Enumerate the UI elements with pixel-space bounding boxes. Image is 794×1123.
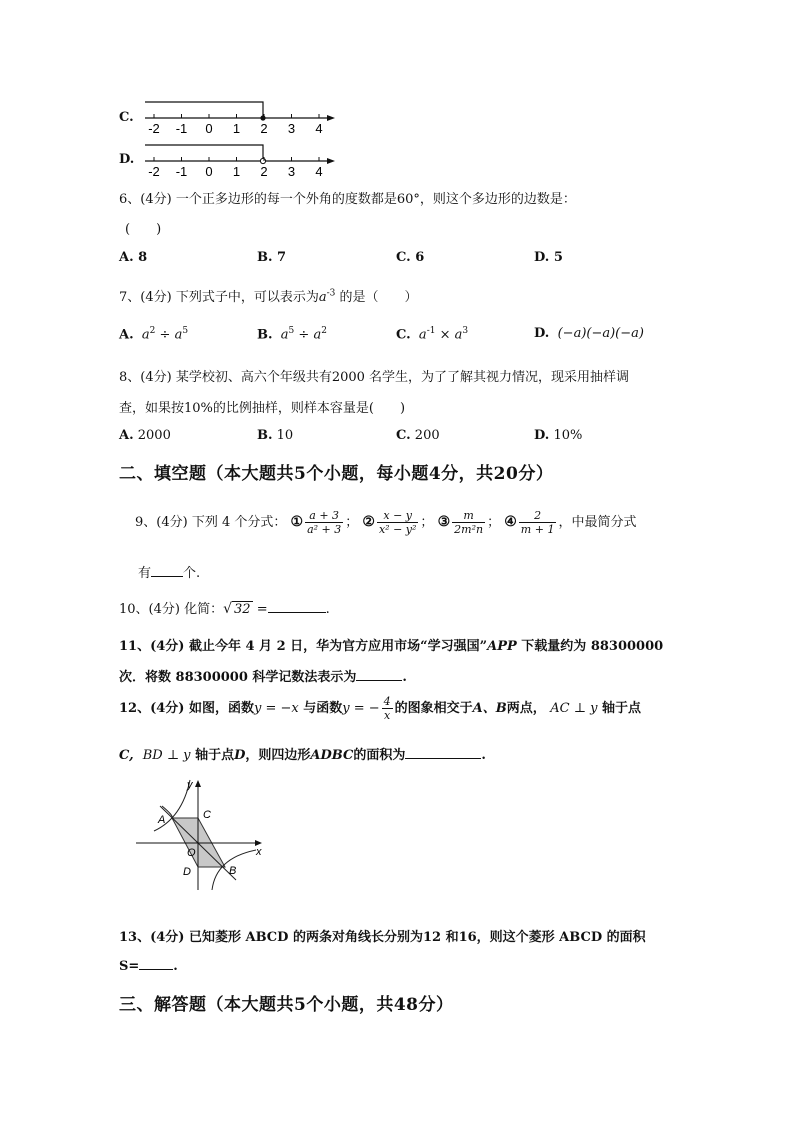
q9-answer-blank[interactable]	[151, 564, 183, 577]
q12-answer-blank[interactable]	[405, 746, 481, 759]
q6-paren: ( )	[125, 222, 162, 237]
q11-line2: 次．将数 88300000 科学记数法表示为 .	[119, 670, 407, 685]
q11-answer-blank[interactable]	[356, 668, 402, 681]
number-line-tick-label: 1	[232, 121, 241, 136]
q12-fraction: $\frac{4}{x}$	[383, 695, 391, 722]
q6-stem: 6、(4分) 一个正多边形的每一个外角的度数都是60°，则这个多边形的边数是：	[119, 192, 576, 207]
q11-line1: 11、(4分) 截止今年 4 月 2 日，华为官方应用市场“学习强国”APP 下载量约为 88300000	[119, 639, 664, 654]
number-line-tick-label: -2	[148, 121, 160, 136]
q7-option-a[interactable]: A. $a^2 \div a^5$	[119, 326, 189, 343]
q10-answer-blank[interactable]	[268, 600, 326, 613]
q7-option-b[interactable]: B. $a^5 \div a^2$	[257, 326, 327, 343]
q9-stem: 9、(4分) 下列 4 个分式： ① $\frac{a + 3}{\text{a² + 3}}$ ； ② $\frac{x - y}{\text{x² − y²}}$ ； ③ $\frac{m}{\text{2m²n}}$ ； ④ $\frac{2}{m + 1}$ ，中最简分式	[135, 509, 637, 536]
q5-option-d-label: D.	[119, 152, 135, 167]
q6-option-d[interactable]: D. 5	[534, 250, 563, 265]
fig-label-b: B	[229, 865, 237, 877]
number-line-tick-label: 3	[287, 164, 296, 179]
q12-line2: C, BD ⊥ y 轴于点D，则四边形ADBC的面积为 .	[119, 748, 486, 763]
number-line-c	[140, 96, 340, 136]
q9-fraction-2: $\frac{x - y}{\text{x² − y²}}$	[378, 509, 417, 536]
fig-label-o: O	[187, 847, 196, 859]
q6-option-b[interactable]: B. 7	[257, 250, 287, 265]
section-2-title: 二、填空题（本大题共5个小题，每小题4分，共20分）	[119, 464, 554, 484]
number-line-tick-label: -2	[148, 164, 160, 179]
number-line-tick-label: 0	[205, 121, 213, 136]
number-line-tick-label: 1	[232, 164, 241, 179]
fig-label-y: y	[187, 779, 193, 791]
q7-option-d[interactable]: D. (−a)(−a)(−a)	[534, 326, 644, 341]
number-line-tick-label: 3	[287, 121, 296, 136]
q8-option-d[interactable]: D. 10%	[534, 428, 583, 443]
q9-fraction-4: $\frac{2}{m + 1}$	[520, 509, 555, 536]
fig-label-x: x	[256, 846, 262, 858]
number-line-tick-label: 0	[205, 164, 213, 179]
number-line-tick-label: 4	[315, 121, 323, 136]
number-line-tick-label: 2	[260, 121, 268, 136]
q8-stem-line1: 8、(4分) 某学校初、高六个年级共有2000 名学生，为了了解其视力情况，现采用抽样调	[119, 370, 630, 385]
q7-stem: 7、(4分) 下列式子中，可以表示为$a^{-3}$ 的是（ ）	[119, 288, 418, 305]
q9-fraction-1: $\frac{a + 3}{\text{a² + 3}}$	[307, 509, 342, 536]
q8-option-b[interactable]: B. 10	[257, 428, 294, 443]
q9-fraction-3: $\frac{m}{\text{2m²n}}$	[454, 509, 484, 536]
number-line-tick-label: 2	[260, 164, 268, 179]
q9-line2: 有 个.	[138, 566, 201, 581]
q8-option-c[interactable]: C. 200	[396, 428, 440, 443]
number-line-d	[140, 139, 340, 179]
q12-figure	[132, 776, 272, 894]
fig-label-c: C	[203, 809, 211, 821]
q6-option-a[interactable]: A. 8	[119, 250, 148, 265]
q6-option-c[interactable]: C. 6	[396, 250, 425, 265]
q8-option-a[interactable]: A. 2000	[119, 428, 171, 443]
q5-option-c-label: C.	[119, 110, 134, 125]
q12-line1: 12、(4分) 如图，函数y = −x 与函数y = − $\frac{4}{x}$ 的图象相交于A、B两点， AC ⊥ y 轴于点	[119, 695, 642, 722]
section-3-title: 三、解答题（本大题共5个小题，共48分）	[119, 995, 454, 1015]
q7-option-c[interactable]: C. $a^{-1} \times a^3$	[396, 326, 469, 343]
number-line-tick-label: -1	[175, 121, 188, 136]
number-line-tick-label: 4	[315, 164, 323, 179]
q13-line2: S= .	[119, 959, 178, 974]
q13-answer-blank[interactable]	[139, 957, 173, 970]
fig-label-a: A	[158, 814, 166, 826]
number-line-tick-label: -1	[175, 164, 188, 179]
q10-stem: 10、(4分) 化简：√ 32 = .	[119, 601, 330, 617]
q8-stem-line2: 查，如果按10%的比例抽样，则样本容量是( )	[119, 401, 406, 416]
fig-label-d: D	[183, 866, 191, 878]
q13-line1: 13、(4分) 已知菱形 ABCD 的两条对角线长分别为12 和16，则这个菱形 ABCD 的面积	[119, 930, 646, 945]
